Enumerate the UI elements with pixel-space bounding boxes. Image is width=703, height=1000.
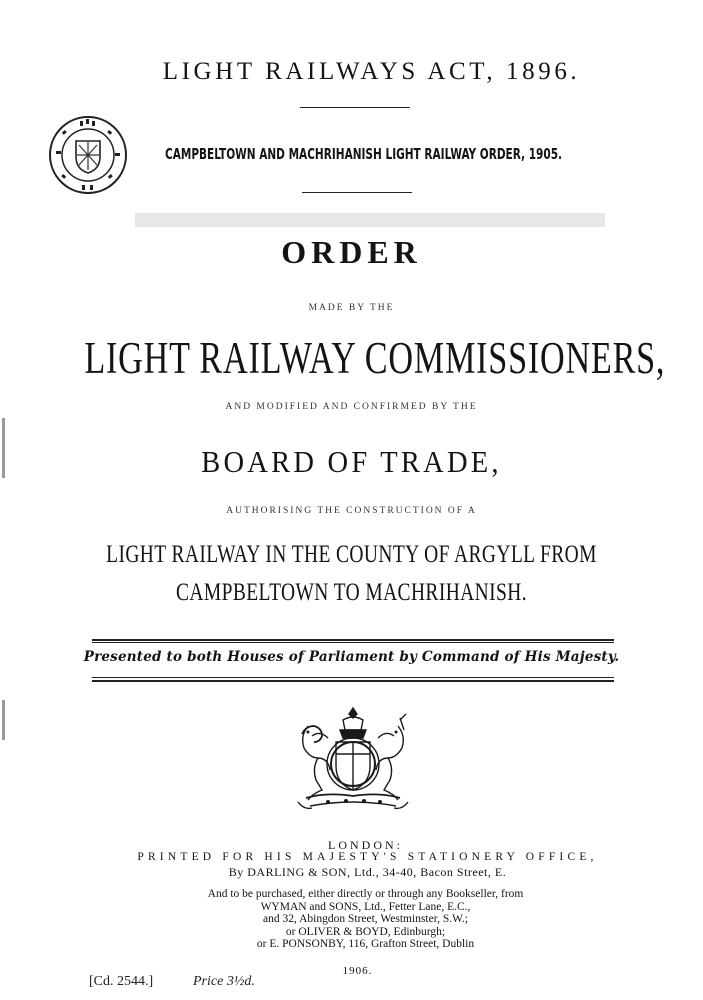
board-of-trade-heading: BOARD OF TRADE, xyxy=(201,444,502,479)
divider-rule xyxy=(300,107,410,108)
show-through-text xyxy=(135,205,605,235)
command-paper-number: [Cd. 2544.] xyxy=(89,974,154,989)
divider-rule xyxy=(92,642,614,643)
divider-rule xyxy=(302,192,412,193)
commissioners-heading: LIGHT RAILWAY COMMISSIONERS, xyxy=(84,333,666,383)
imprint-printed-for: PRINTED FOR HIS MAJESTY'S STATIONERY OFFICE, xyxy=(137,851,598,863)
order-heading: ORDER xyxy=(281,234,422,270)
publication-year: 1906. xyxy=(342,965,373,977)
act-title: LIGHT RAILWAYS ACT, 1896. xyxy=(162,58,581,85)
imprint-booksellers xyxy=(14,888,703,951)
imprint-printer: By DARLING & SON, Ltd., 34-40, Bacon Street, E. xyxy=(228,865,507,879)
price-label: Price 3½d. xyxy=(193,974,255,989)
order-title: CAMPBELTOWN AND MACHRIHANISH LIGHT RAILWAY ORDER, 1905. xyxy=(164,145,563,163)
bookseller-line: or OLIVER & BOYD, Edinburgh; xyxy=(285,925,446,938)
divider-rule xyxy=(92,677,614,678)
bookseller-line: And to be purchased, either directly or through any Bookseller, from xyxy=(207,888,524,900)
bookseller-line: WYMAN and SONS, Ltd., Fetter Lane, E.C., xyxy=(260,900,471,913)
divider-rule xyxy=(92,639,614,641)
railway-description-line2: CAMPBELTOWN TO MACHRIHANISH. xyxy=(176,579,527,606)
divider-rule xyxy=(92,680,614,682)
imprint-city: LONDON: xyxy=(328,838,403,852)
scan-margin-mark xyxy=(2,418,5,478)
authorising-line: AUTHORISING THE CONSTRUCTION OF A xyxy=(226,506,477,516)
presented-to-parliament: Presented to both Houses of Parliament by Command of His Majesty. xyxy=(83,649,620,665)
bookseller-line: and 32, Abingdon Street, Westminster, S.W.; xyxy=(263,913,468,926)
railway-description-line1: LIGHT RAILWAY IN THE COUNTY OF ARGYLL FROM xyxy=(106,541,597,568)
scan-margin-mark xyxy=(2,700,5,740)
bookseller-line: or E. PONSONBY, 116, Grafton Street, Dublin xyxy=(256,938,475,951)
royal-coat-of-arms-icon xyxy=(288,706,418,816)
modified-confirmed-line: AND MODIFIED AND CONFIRMED BY THE xyxy=(225,402,478,412)
made-by-line: MADE BY THE xyxy=(308,303,395,313)
